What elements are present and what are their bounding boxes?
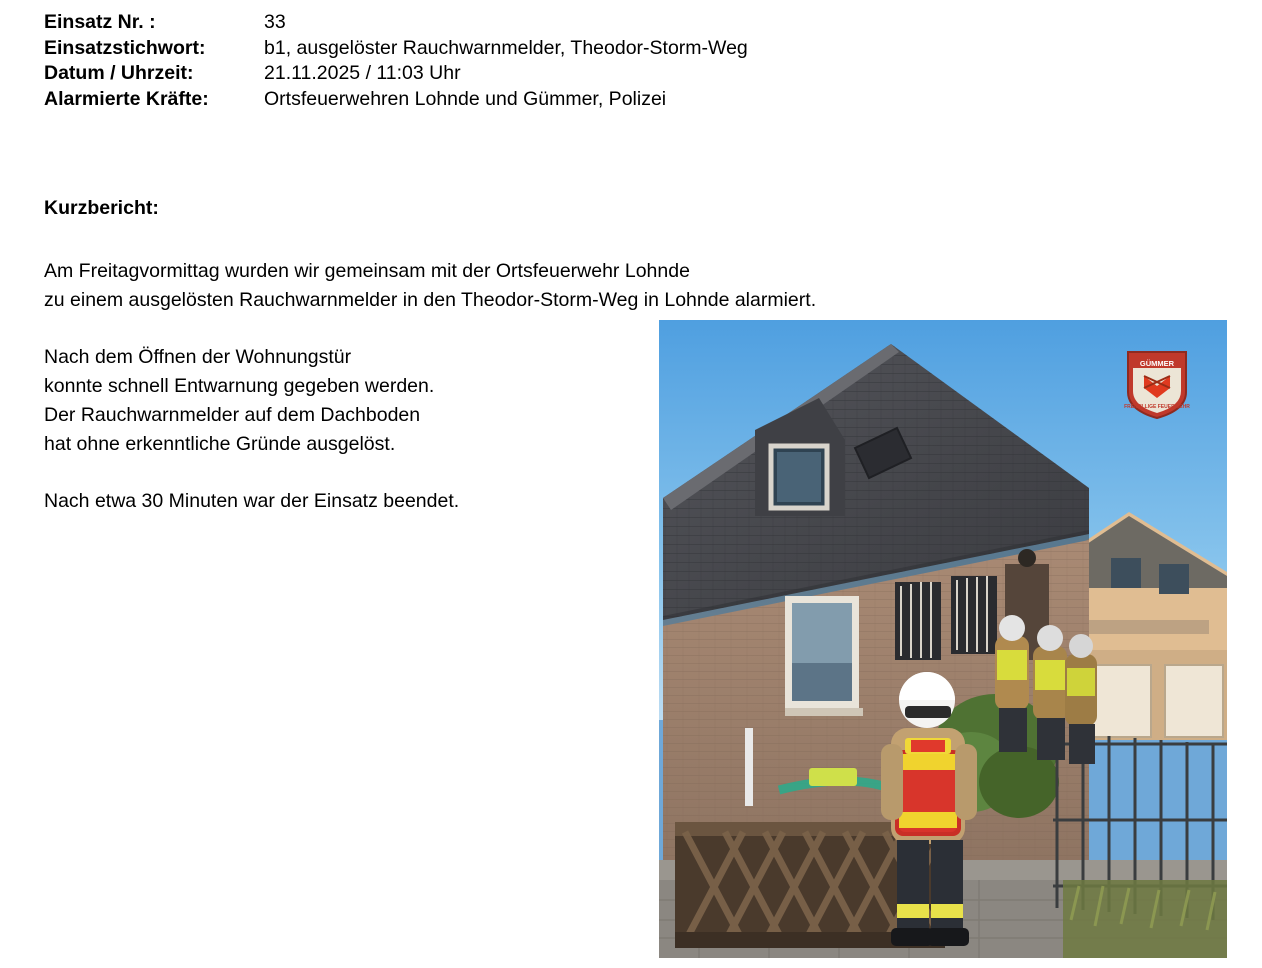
report-paragraph-1 (44, 257, 817, 315)
incident-photo (659, 320, 1227, 958)
meta-value-einsatz-nr: 33 (264, 11, 286, 33)
crest-icon (1124, 348, 1190, 420)
meta-label-einsatzstichwort: Einsatzstichwort: (44, 36, 206, 59)
report-line: zu einem ausgelösten Rauchwarnmelder in den Theodor-Storm-Weg in Lohnde alarmiert. (44, 289, 817, 311)
report-line: Nach dem Öffnen der Wohnungstür (44, 346, 352, 368)
meta-value-alarmierte-kraefte: Ortsfeuerwehren Lohnde und Gümmer, Polizei (264, 87, 667, 110)
report-line: hat ohne erkenntliche Gründe ausgelöst. (44, 433, 396, 455)
report-paragraph-2 (44, 343, 644, 459)
short-report (44, 194, 817, 516)
incident-meta-block (44, 10, 748, 112)
meta-row-alarmierte-kraefte (44, 87, 748, 113)
report-line: Der Rauchwarnmelder auf dem Dachboden (44, 404, 421, 426)
report-line: Am Freitagvormittag wurden wir gemeinsam mit der Ortsfeuerwehr Lohnde (44, 260, 690, 282)
report-paragraph-3 (44, 487, 644, 516)
meta-value-einsatzstichwort: b1, ausgelöster Rauchwarnmelder, Theodor-Storm-Weg (264, 36, 748, 59)
report-heading: Kurzbericht: (44, 197, 159, 219)
meta-label-einsatz-nr: Einsatz Nr. : (44, 11, 156, 33)
report-line: konnte schnell Entwarnung gegeben werden. (44, 375, 435, 397)
crest-top-text: GÜMMER (1139, 359, 1175, 368)
report-line: Nach etwa 30 Minuten war der Einsatz beendet. (44, 490, 460, 512)
meta-label-alarmierte-kraefte: Alarmierte Kräfte: (44, 87, 209, 110)
crest-bottom-text: FREIWILLIGE FEUERWEHR (1124, 404, 1190, 410)
meta-label-datum-uhrzeit: Datum / Uhrzeit: (44, 62, 194, 84)
meta-value-datum-uhrzeit: 21.11.2025 / 11:03 Uhr (264, 62, 461, 84)
meta-row-datum-uhrzeit (44, 61, 748, 87)
meta-row-einsatzstichwort (44, 36, 748, 62)
fire-brigade-crest (1124, 348, 1190, 420)
meta-row-einsatz-nr (44, 10, 748, 36)
